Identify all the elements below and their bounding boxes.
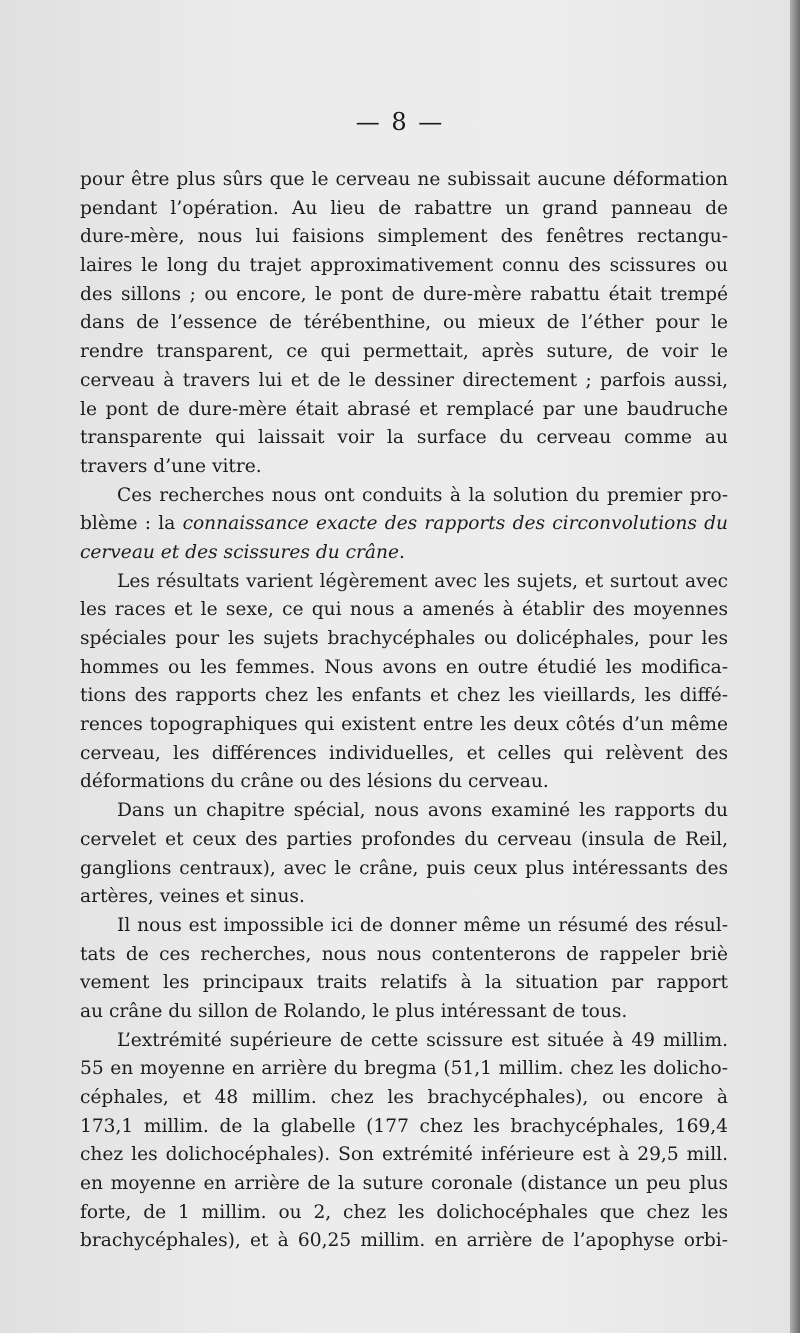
text-run: dure-mère, nous lui faisions simplement des fenêtres rectangu- — [80, 226, 728, 248]
text-run: cerveau à travers lui et de le dessiner directement ; parfois aussi, — [80, 369, 728, 391]
text-line — [80, 998, 728, 1027]
text-line — [80, 711, 728, 740]
italic-run: connaissance exacte des rapports des circonvolutions du — [182, 513, 728, 535]
text-run: au crâne du sillon de Rolando, le plus intéressant de tous. — [80, 1000, 628, 1022]
text-line — [80, 166, 728, 195]
text-run: spéciales pour les sujets brachycéphales ou dolicéphales, pour les — [80, 628, 728, 649]
text-run: en moyenne en arrière de la suture coronale (distance un peu plus — [80, 1173, 728, 1195]
text-run: blème : la — [80, 513, 183, 535]
text-run: le pont de dure-mère était abrasé et remplacé par une baudruche — [80, 398, 728, 420]
text-line — [80, 1113, 728, 1142]
text-line — [80, 510, 728, 539]
text-line — [80, 1170, 728, 1199]
text-run: rences topographiques qui existent entre les deux côtés d’un même — [80, 714, 728, 736]
text-run: transparente qui laissait voir la surface du cerveau comme au — [80, 427, 728, 449]
text-run: Dans un chapitre spécial, nous avons examiné les rapports du — [117, 800, 728, 822]
text-run: brachycéphales), et à 60,25 millim. en arrière de l’apophyse orbi- — [80, 1230, 728, 1252]
text-line — [80, 1199, 728, 1228]
page-number: — 8 — — [355, 108, 445, 136]
text-run: Les résultats varient légèrement avec les sujets, et surtout avec — [117, 570, 728, 592]
text-run: chez les dolichocéphales). Son extrémité inférieure est à 29,5 mill. — [80, 1144, 728, 1166]
text-line — [80, 338, 728, 367]
text-line — [80, 1027, 728, 1056]
text-run: . — [399, 541, 405, 563]
text-line — [80, 768, 728, 797]
text-line — [80, 424, 728, 453]
text-run: L’extrémité supérieure de cette scissure est située à 49 millim. — [117, 1029, 728, 1051]
text-run: déformations du crâne ou des lésions du cerveau. — [80, 771, 549, 793]
text-run: forte, de 1 millim. ou 2, chez les dolichocéphales que chez les — [80, 1201, 728, 1223]
text-line — [80, 1084, 728, 1113]
body-text — [80, 166, 728, 1256]
text-run: laires le long du trajet approximativement connu des scissures ou — [80, 255, 728, 277]
text-line — [80, 281, 728, 310]
text-line — [80, 941, 728, 970]
text-line — [80, 1141, 728, 1170]
text-run: pour être plus sûrs que le cerveau ne subissait aucune déformation — [80, 169, 728, 190]
text-line — [80, 1055, 728, 1084]
text-line — [80, 654, 728, 683]
text-run: travers d’une vitre. — [80, 455, 262, 477]
text-run: pendant l’opération. Au lieu de rabattre un grand panneau de — [80, 197, 728, 219]
text-run: dans de l’essence de térébenthine, ou mieux de l’éther pour le — [80, 312, 728, 334]
text-run: Ces recherches nous ont conduits à la solution du premier pro- — [117, 484, 728, 506]
text-line — [80, 969, 728, 998]
text-run: Il nous est impossible ici de donner même un résumé des résul- — [117, 914, 728, 936]
text-line — [80, 912, 728, 941]
text-line — [80, 396, 728, 425]
text-run: ganglions centraux), avec le crâne, puis ceux plus intéressants des — [80, 857, 728, 879]
text-run: tats de ces recherches, nous nous contenterons de rappeler briè — [80, 943, 728, 965]
text-line — [80, 252, 728, 281]
text-line — [80, 855, 728, 884]
text-run: les races et le sexe, ce qui nous a amenés à établir des moyennes — [80, 599, 728, 621]
text-line — [80, 1227, 728, 1256]
text-line — [80, 453, 728, 482]
text-run: céphales, et 48 millim. chez les brachycéphales), ou encore à — [80, 1087, 728, 1108]
text-line — [80, 539, 728, 568]
text-line — [80, 826, 728, 855]
italic-run: cerveau et des scissures du crâne — [80, 541, 399, 563]
text-run: cervelet et ceux des parties profondes du cerveau (insula de Reil, — [80, 828, 728, 850]
text-line — [80, 740, 728, 769]
text-line — [80, 367, 728, 396]
text-line — [80, 625, 728, 654]
page-edge — [790, 0, 800, 1333]
text-line — [80, 596, 728, 625]
text-line — [80, 682, 728, 711]
text-line — [80, 195, 728, 224]
text-run: 55 en moyenne en arrière du bregma (51,1 millim. chez les dolicho- — [80, 1058, 728, 1080]
text-line — [80, 797, 728, 826]
text-run: hommes ou les femmes. Nous avons en outre étudié les modifica- — [80, 656, 728, 678]
text-line — [80, 883, 728, 912]
text-run: tions des rapports chez les enfants et chez les vieillards, les diffé- — [80, 685, 728, 707]
text-run: artères, veines et sinus. — [80, 886, 305, 908]
text-run: vement les principaux traits relatifs à la situation par rapport — [80, 972, 728, 994]
text-line — [80, 482, 728, 511]
text-run: 173,1 millim. de la glabelle (177 chez les brachycéphales, 169,4 — [80, 1115, 728, 1137]
text-run: des sillons ; ou encore, le pont de dure-mère rabattu était trempé — [80, 283, 728, 305]
text-run: cerveau, les différences individuelles, et celles qui relèvent des — [80, 742, 728, 764]
text-line — [80, 568, 728, 597]
text-line — [80, 309, 728, 338]
text-run: rendre transparent, ce qui permettait, après suture, de voir le — [80, 341, 728, 363]
text-line — [80, 223, 728, 252]
